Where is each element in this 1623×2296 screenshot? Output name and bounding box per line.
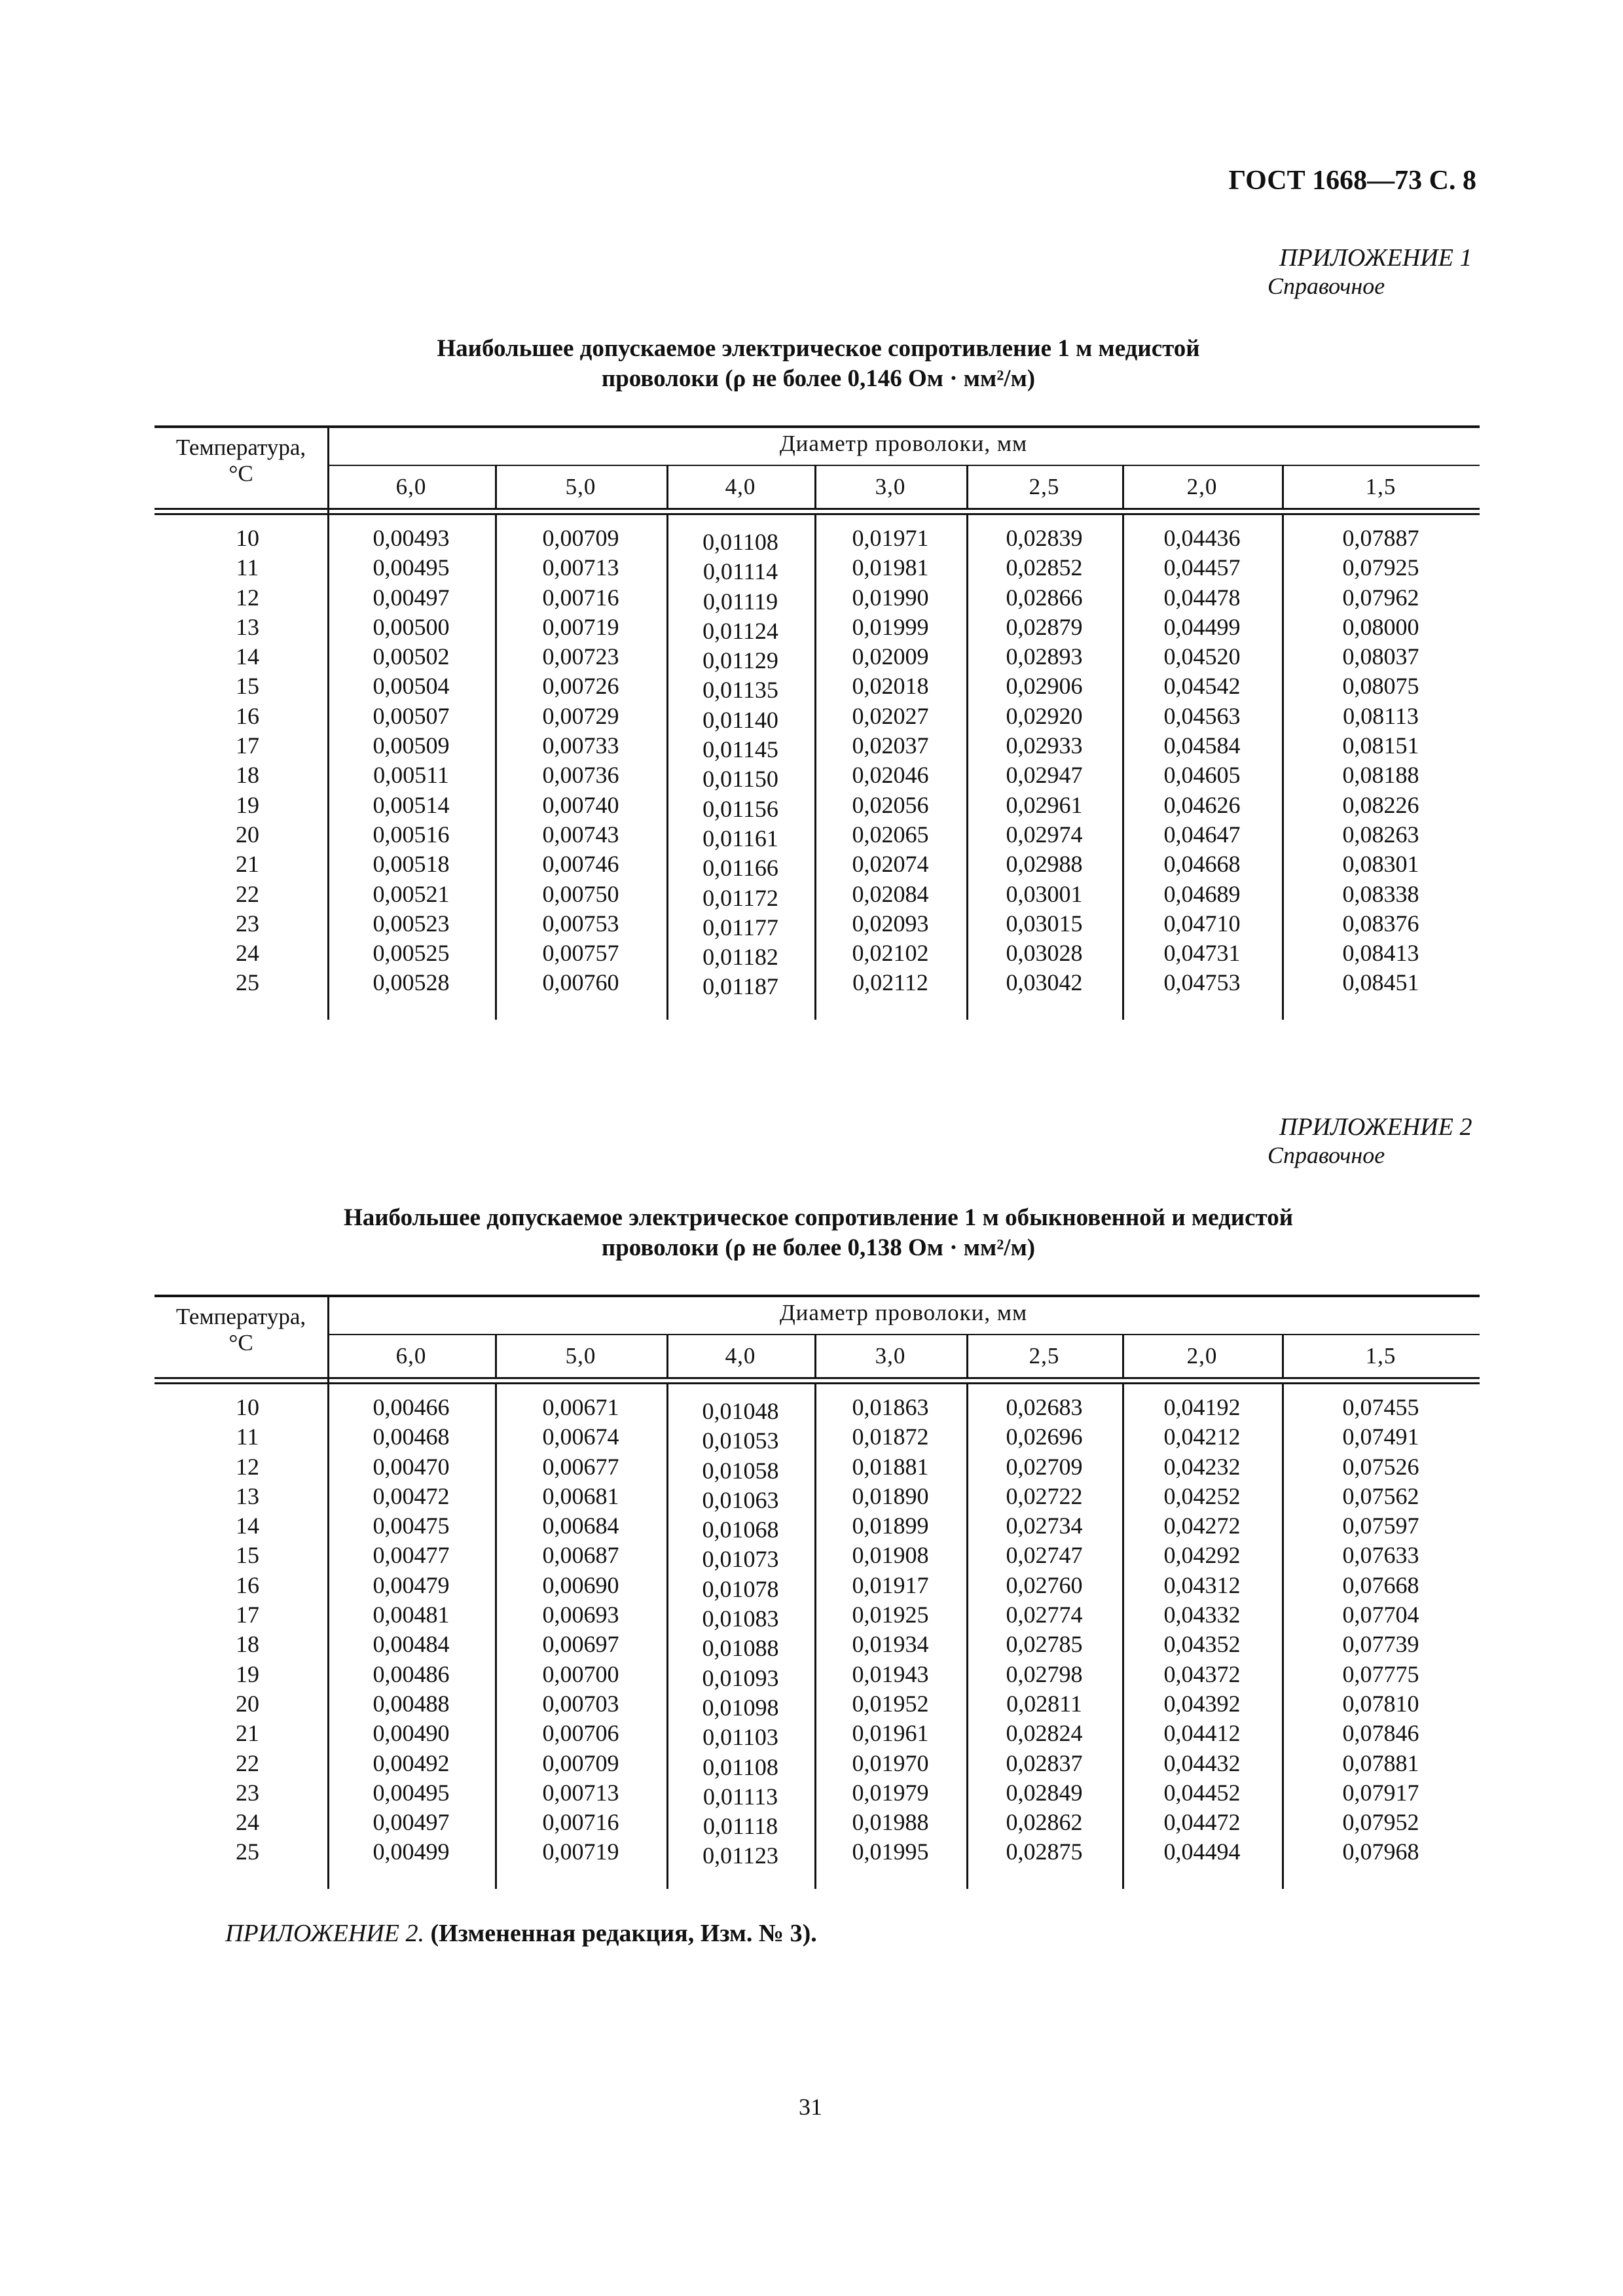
resistance-column: 0,04436 0,04457 0,04478 0,04499 0,04520 0,04542 0,04563 0,04584 0,04605 0,04626 0,04647 0,04668 0,04689 0,04710 0,04731 0,04753 [1163, 525, 1241, 996]
header-bottom-rule-double [155, 513, 1480, 515]
resistance-column: 0,02839 0,02852 0,02866 0,02879 0,02893 0,02906 0,02920 0,02933 0,02947 0,02961 0,02974 0,02988 0,03001 0,03015 0,03028 0,03042 [1006, 525, 1083, 996]
revision-note-ref: ПРИЛОЖЕНИЕ 2. [225, 1920, 424, 1947]
temperature-header-unit: °С [228, 1330, 253, 1355]
temperature-column: 10 11 12 13 14 15 16 17 18 19 20 21 22 23 24 25 [236, 1394, 259, 1865]
resistance-column: 0,01863 0,01872 0,01881 0,01890 0,01899 0,01908 0,01917 0,01925 0,01934 0,01943 0,01952 0,01961 0,01970 0,01979 0,01988 0,01995 [852, 1394, 929, 1865]
diameter-column-header: 1,5 [1365, 474, 1396, 499]
temperature-header [155, 435, 327, 487]
appendix2-table-title [157, 1203, 1480, 1263]
appendix1-table [155, 425, 1480, 1021]
diameter-header: Диаметр проволоки, мм [779, 1300, 1028, 1325]
diameter-column-header: 4,0 [725, 1343, 756, 1369]
resistance-column: 0,01971 0,01981 0,01990 0,01999 0,02009 0,02018 0,02027 0,02037 0,02046 0,02056 0,02065 0,02074 0,02084 0,02093 0,02102 0,02112 [852, 525, 929, 996]
table-top-rule [155, 1295, 1480, 1297]
appendix1-title-line2: проволоки (ρ не более 0,146 Ом · мм²/м) [601, 365, 1036, 392]
resistance-column: 0,07887 0,07925 0,07962 0,08000 0,08037 0,08075 0,08113 0,08151 0,08188 0,08226 0,08263 0,08301 0,08338 0,08376 0,08413 0,08451 [1342, 525, 1419, 996]
diameter-column-header: 4,0 [725, 474, 756, 499]
diameter-column-header: 6,0 [395, 1343, 427, 1369]
temperature-header-unit: °С [228, 461, 253, 486]
appendix2-title-line1: Наибольшее допускаемое электрическое сопротивление 1 м обыкновенной и медистой [343, 1204, 1294, 1231]
appendix2-label-sub: Справочное [1267, 1142, 1385, 1168]
revision-note [225, 1919, 817, 1948]
revision-note-text: (Измененная редакция, Изм. № 3). [430, 1920, 817, 1947]
resistance-column: 0,02683 0,02696 0,02709 0,02722 0,02734 0,02747 0,02760 0,02774 0,02785 0,02798 0,02811 0,02824 0,02837 0,02849 0,02862 0,02875 [1006, 1394, 1083, 1865]
appendix1-label-sub: Справочное [1267, 273, 1385, 299]
resistance-column: 0,07455 0,07491 0,07526 0,07562 0,07597 0,07633 0,07668 0,07704 0,07739 0,07775 0,07810 0,07846 0,07881 0,07917 0,07952 0,07968 [1342, 1394, 1419, 1865]
header-bottom-rule [155, 1377, 1480, 1379]
resistance-column: 0,01048 0,01053 0,01058 0,01063 0,01068 0,01073 0,01078 0,01083 0,01088 0,01093 0,01098 0,01103 0,01108 0,01113 0,01118 0,01123 [702, 1398, 779, 1869]
appendix2-label-title: ПРИЛОЖЕНИЕ 2 [1279, 1113, 1472, 1141]
appendix1-table-title [157, 334, 1480, 394]
resistance-column: 0,00671 0,00674 0,00677 0,00681 0,00684 0,00687 0,00690 0,00693 0,00697 0,00700 0,00703 0,00706 0,00709 0,00713 0,00716 0,00719 [542, 1394, 619, 1865]
temperature-header [155, 1304, 327, 1356]
resistance-column: 0,01108 0,01114 0,01119 0,01124 0,01129 0,01135 0,01140 0,01145 0,01150 0,01156 0,01161 0,01166 0,01172 0,01177 0,01182 0,01187 [702, 529, 778, 1000]
page-number: 31 [799, 2094, 822, 2120]
temperature-header-label: Температура, [175, 435, 306, 460]
diameter-column-header: 3,0 [875, 1343, 906, 1369]
resistance-column: 0,00493 0,00495 0,00497 0,00500 0,00502 0,00504 0,00507 0,00509 0,00511 0,00514 0,00516 0,00518 0,00521 0,00523 0,00525 0,00528 [373, 525, 450, 996]
appendix1-label-title: ПРИЛОЖЕНИЕ 1 [1279, 244, 1472, 272]
page-header: ГОСТ 1668—73 С. 8 [1228, 166, 1476, 196]
appendix2-label [1260, 1113, 1482, 1169]
header-bottom-rule-double [155, 1382, 1480, 1384]
diameter-column-header: 6,0 [395, 474, 427, 499]
appendix1-title-line1: Наибольшее допускаемое электрическое сопротивление 1 м медистой [437, 335, 1200, 362]
temperature-header-label: Температура, [175, 1304, 306, 1329]
header-bottom-rule [155, 508, 1480, 510]
diameter-column-header: 2,5 [1029, 474, 1060, 499]
appendix2-table [155, 1295, 1480, 1890]
diameter-column-header: 1,5 [1365, 1343, 1396, 1369]
resistance-column: 0,04192 0,04212 0,04232 0,04252 0,04272 0,04292 0,04312 0,04332 0,04352 0,04372 0,04392 0,04412 0,04432 0,04452 0,04472 0,04494 [1163, 1394, 1241, 1865]
header-divider [327, 1334, 1480, 1335]
diameter-column-header: 3,0 [875, 474, 906, 499]
diameter-column-header: 5,0 [565, 1343, 596, 1369]
appendix1-label [1260, 243, 1482, 300]
resistance-column: 0,00466 0,00468 0,00470 0,00472 0,00475 0,00477 0,00479 0,00481 0,00484 0,00486 0,00488 0,00490 0,00492 0,00495 0,00497 0,00499 [373, 1394, 450, 1865]
table-top-rule [155, 425, 1480, 428]
temperature-column: 10 11 12 13 14 15 16 17 18 19 20 21 22 23 24 25 [236, 525, 259, 996]
diameter-header: Диаметр проволоки, мм [779, 431, 1028, 456]
diameter-column-header: 2,0 [1186, 1343, 1218, 1369]
appendix2-title-line2: проволоки (ρ не более 0,138 Ом · мм²/м) [601, 1234, 1036, 1261]
diameter-column-header: 5,0 [565, 474, 596, 499]
header-divider [327, 465, 1480, 466]
resistance-column: 0,00709 0,00713 0,00716 0,00719 0,00723 0,00726 0,00729 0,00733 0,00736 0,00740 0,00743 0,00746 0,00750 0,00753 0,00757 0,00760 [542, 525, 619, 996]
diameter-column-header: 2,0 [1186, 474, 1218, 499]
diameter-column-header: 2,5 [1029, 1343, 1060, 1369]
